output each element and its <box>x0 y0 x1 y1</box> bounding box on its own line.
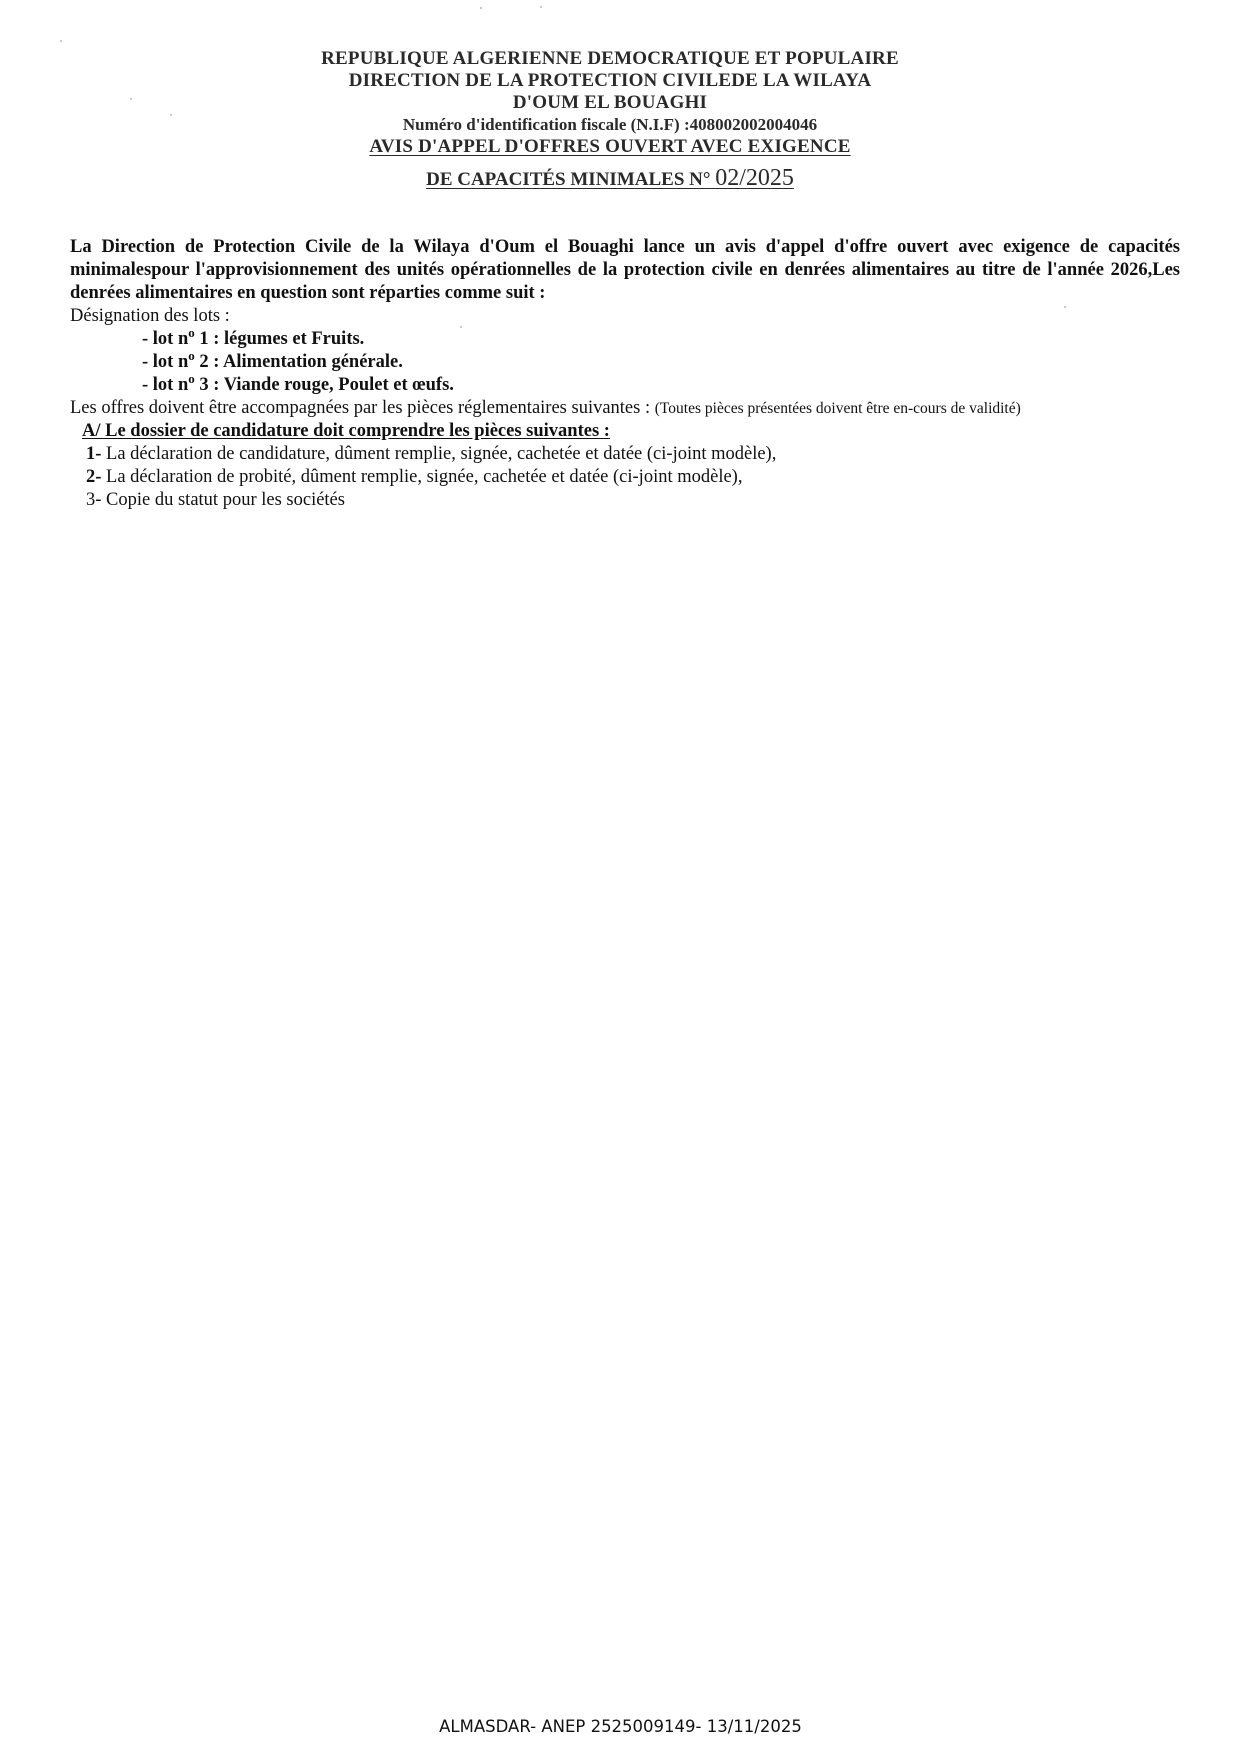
scan-speck <box>60 40 62 42</box>
header-direction: DIRECTION DE LA PROTECTION CIVILEDE LA WILAYA <box>348 70 872 91</box>
lot-label: Viande rouge, Poulet et œufs. <box>223 375 454 395</box>
avis-number: 02/2025 <box>715 165 794 191</box>
lot-prefix: - lot n <box>142 329 189 349</box>
list-item-number: 1- <box>86 444 107 464</box>
list-item <box>86 443 1180 466</box>
list-item-number: 2- <box>86 467 107 487</box>
lots-label: Désignation des lots : <box>70 306 230 326</box>
scan-speck <box>540 6 542 8</box>
avis-title-text: DE CAPACITÉS MINIMALES N° <box>426 169 711 190</box>
lot-label: légumes et Fruits. <box>224 329 365 349</box>
list-item-cut-off <box>86 489 1180 510</box>
lot-item <box>142 324 1180 351</box>
document-header <box>0 48 1220 192</box>
scan-speck <box>480 7 482 9</box>
list-item-text: Copie du statut pour les sociétés <box>106 490 345 510</box>
list-item-text: La déclaration de candidature, dûment remplie, signée, cachetée et datée (ci-joint modèle), <box>106 444 777 464</box>
offres-text: Les offres doivent être accompagnées par les pièces réglementaires suivantes : <box>70 398 655 418</box>
header-nif: Numéro d'identification fiscale (N.I.F) :408002002004046 <box>402 115 818 134</box>
offres-note: (Toutes pièces présentées doivent être en-cours de validité) <box>654 400 1021 417</box>
avis-title-line2 <box>0 166 1220 192</box>
section-a-heading: A/ Le dossier de candidature doit comprendre les pièces suivantes : <box>82 421 610 441</box>
lot-item <box>142 347 1180 374</box>
lot-number: 2 : <box>194 352 224 372</box>
avis-title-line1: AVIS D'APPEL D'OFFRES OUVERT AVEC EXIGENCE <box>369 136 851 157</box>
document-body <box>70 236 1180 510</box>
header-republic: REPUBLIQUE ALGERIENNE DEMOCRATIQUE ET POPULAIRE <box>321 48 899 69</box>
lot-superscript: o <box>188 370 195 386</box>
list-item-text: La déclaration de probité, dûment remplie, signée, cachetée et datée (ci-joint modèle), <box>106 467 743 487</box>
header-wilaya: D'OUM EL BOUAGHI <box>512 92 708 113</box>
lot-number: 3 : <box>194 375 224 395</box>
lot-superscript: o <box>188 347 195 363</box>
publication-footer: ALMASDAR- ANEP 2525009149- 13/11/2025 <box>439 1717 802 1736</box>
offres-paragraph <box>70 397 1180 420</box>
lot-item <box>142 370 1180 397</box>
lot-prefix: - lot n <box>142 375 189 395</box>
list-item <box>86 466 1180 489</box>
intro-paragraph: La Direction de Protection Civile de la Wilaya d'Oum el Bouaghi lance un avis d'appel d'offre ouvert avec exigence de capacités minimalespour l'approvisionnement des unités opérationnelles de la protection civile en denrées alimentaires au titre de l'année 2026,Les denrées alimentaires en question sont réparties comme suit : <box>70 237 1180 303</box>
lot-prefix: - lot n <box>142 352 189 372</box>
lot-superscript: o <box>188 324 195 340</box>
list-item-number: 3- <box>86 490 107 510</box>
lot-number: 1 : <box>194 329 225 349</box>
lot-label: Alimentation générale. <box>223 352 403 372</box>
